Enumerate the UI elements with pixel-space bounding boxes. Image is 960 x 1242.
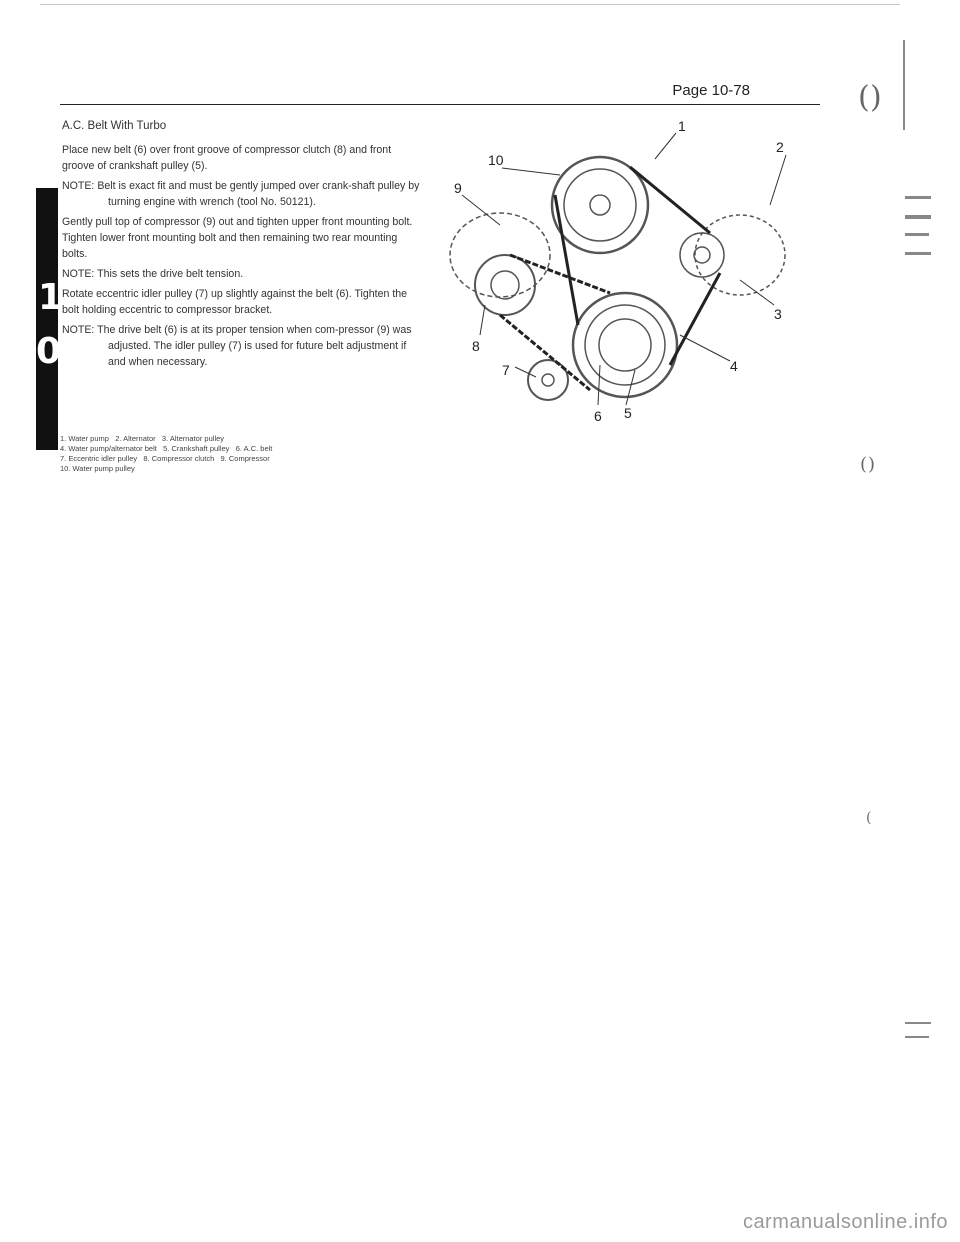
instruction-paragraph-1: Place new belt (6) over front groove of compressor clutch (8) and front groove of crankshaft pulley (5). <box>62 144 392 172</box>
open-paren-icon: ( <box>866 810 872 826</box>
legend-item: 2. Alternator <box>115 434 156 443</box>
close-paren-icon: ) <box>868 454 876 475</box>
callout-9: 9 <box>454 180 462 196</box>
legend-item: 1. Water pump <box>60 434 109 443</box>
section-tab <box>36 188 64 450</box>
legend-item: 4. Water pump/alternator belt <box>60 444 157 453</box>
callout-2: 2 <box>776 139 784 155</box>
callout-7: 7 <box>502 362 510 378</box>
note-3: NOTE: The drive belt (6) is at its proper tension when com-pressor (9) was adjusted. The idler pulley (7) is used for future belt adjustment if and when necessary. <box>62 324 412 368</box>
scan-margin-mark <box>905 196 931 199</box>
section-title: A.C. Belt With Turbo <box>62 120 167 132</box>
legend-item: 9. Compressor <box>220 454 270 463</box>
figure-legend <box>60 434 440 474</box>
belt-diagram <box>440 115 830 435</box>
note-1: NOTE: Belt is exact fit and must be gently jumped over crank-shaft pulley by turning engine with wrench (tool No. 50121). <box>62 180 420 208</box>
watermark: carmanualsonline.info <box>742 1211 948 1233</box>
scan-margin-mark <box>905 1022 931 1024</box>
instructions <box>62 118 422 374</box>
legend-item: 6. A.C. belt <box>235 444 273 453</box>
open-paren-icon: ( <box>858 80 870 115</box>
crankshaft-pulley-shape <box>573 293 677 397</box>
water-pump-alternator-belt <box>630 167 710 233</box>
top-scan-rule <box>40 4 900 5</box>
section-tab-digit-2: 0 <box>36 331 62 372</box>
legend-item: 7. Eccentric idler pulley <box>60 454 138 463</box>
page-header <box>60 82 820 105</box>
legend-item: 3. Alternator pulley <box>161 434 225 443</box>
scan-margin-mark <box>903 40 905 130</box>
callout-10: 10 <box>488 152 504 168</box>
close-paren-icon: ) <box>870 80 882 115</box>
scan-margin-mark <box>905 1036 929 1038</box>
compressor-clutch-shape <box>475 255 535 315</box>
alternator-shape <box>695 215 785 295</box>
callout-8: 8 <box>472 338 480 354</box>
scan-margin-mark <box>905 252 931 255</box>
open-paren-icon: ( <box>860 454 868 475</box>
callout-5: 5 <box>624 405 632 421</box>
belt-diagram-svg <box>440 115 830 435</box>
callout-3: 3 <box>774 306 782 322</box>
alternator-pulley-shape <box>680 233 724 277</box>
legend-item: 10. Water pump pulley <box>60 464 135 473</box>
scan-margin-mark <box>905 215 931 219</box>
legend-item: 8. Compressor clutch <box>143 454 215 463</box>
callout-6: 6 <box>594 408 602 424</box>
instruction-paragraph-3: Rotate eccentric idler pulley (7) up slightly against the belt (6). Tighten the bolt holding eccentric to compressor bracket. <box>62 288 408 316</box>
callout-1: 1 <box>678 118 686 134</box>
callout-4: 4 <box>730 358 738 374</box>
legend-item: 5. Crankshaft pulley <box>163 444 230 453</box>
section-tab-digit-1: 1 <box>38 277 64 318</box>
note-2: NOTE: This sets the drive belt tension. <box>62 268 244 280</box>
page-number: Page 10-78 <box>672 82 750 99</box>
ac-belt <box>510 255 610 293</box>
scan-margin-mark <box>905 233 929 236</box>
instruction-paragraph-2: Gently pull top of compressor (9) out and tighten upper front mounting bolt. Tighten lower front mounting bolt and then remaining two rear mounting bolts. <box>62 216 413 260</box>
